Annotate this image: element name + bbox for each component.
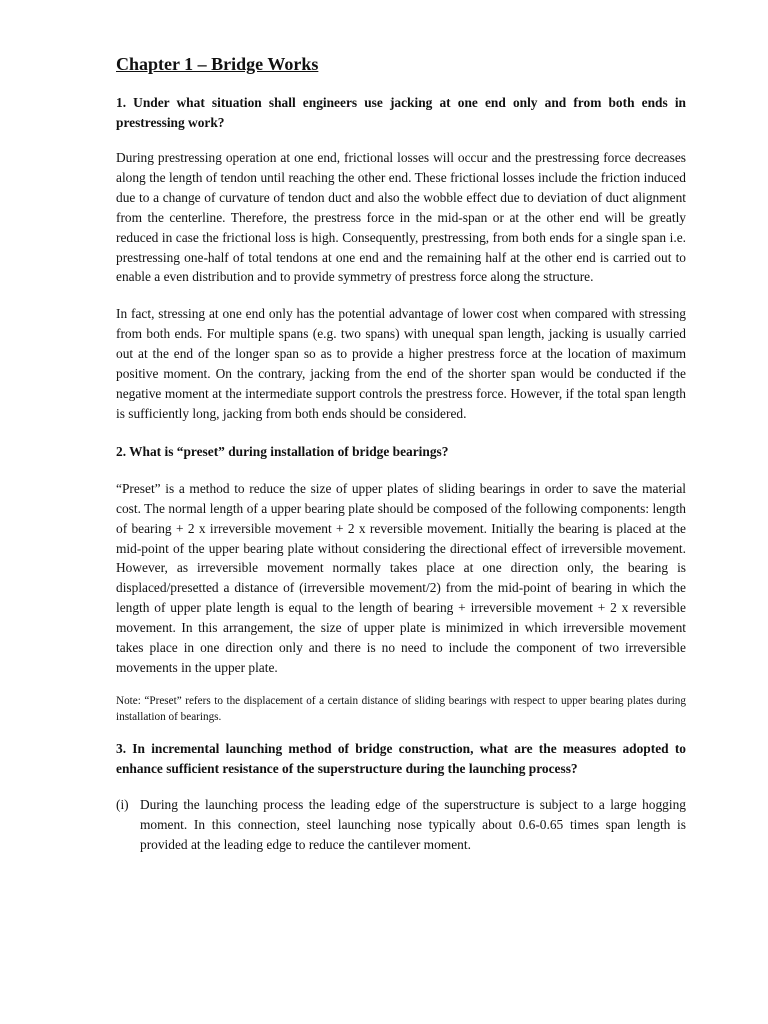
list-item-marker: (i)	[116, 796, 129, 812]
answer-3-list-item	[116, 795, 686, 855]
answer-1-paragraph-2: In fact, stressing at one end only has the potential advantage of lower cost when compared with stressing from both ends. For multiple spans (e.g. two spans) with unequal span length, jacking is usually carried out at the end of the longer span so as to provide a higher prestress force at the location of maximum positive moment. On the contrary, jacking from the end of the shorter span would be conducted if the negative moment at the intermediate support controls the prestress force. However, if the total span length is sufficiently long, jacking from both ends should be considered.	[116, 306, 686, 421]
list-item-text: During the launching process the leading edge of the superstructure is subject to a large hogging moment. In this connection, steel launching nose typically about 0.6-0.65 times span length is provided at the leading edge to reduce the cantilever moment.	[140, 796, 686, 852]
answer-2-note: Note: “Preset” refers to the displacement of a certain distance of sliding bearings with respect to upper bearing plates during installation of bearings.	[116, 694, 686, 723]
document-page	[116, 52, 686, 855]
answer-1-paragraph-1: During prestressing operation at one end, frictional losses will occur and the prestressing force decreases along the length of tendon until reaching the other end. These frictional losses include the friction induced due to a change of curvature of tendon duct and also the wobble effect due to deviation of duct alignment from the centerline. Therefore, the prestress force in the mid-span or at the other end will be greatly reduced in case the frictional loss is high. Consequently, prestressing, from both ends for a single span i.e. prestressing one-half of total tendons at one end and the remaining half at the other end is carried out to enable a even distribution and to provide symmetry of prestress force along the structure.	[116, 150, 686, 285]
question-3: 3. In incremental launching method of bridge construction, what are the measures adopted to enhance sufficient resistance of the superstructure during the launching process?	[116, 740, 686, 776]
question-2: 2. What is “preset” during installation of bridge bearings?	[116, 443, 449, 459]
answer-2-paragraph-1: “Preset” is a method to reduce the size of upper plates of sliding bearings in order to save the material cost. The normal length of a upper bearing plate should be composed of the following components: length of bearing + 2 x irreversible movement + 2 x reversible movement. Initially the bearing is placed at the mid-point of the upper bearing plate without considering the directional effect of irreversible movement. However, as irreversible movement normally takes place at one direction only, the bearing is displaced/presetted a distance of (irreversible movement/2) from the mid-point of bearing in which the length of upper plate length is equal to the length of bearing + irreversible movement + 2 x reversible movement. In this arrangement, the size of upper plate is minimized in which irreversible movement takes place in one direction only and there is no need to include the component of two irreversible movements in the upper plate.	[116, 480, 686, 675]
chapter-title: Chapter 1 – Bridge Works	[116, 54, 319, 74]
question-1: 1. Under what situation shall engineers use jacking at one end only and from both ends in prestressing work?	[116, 95, 686, 130]
